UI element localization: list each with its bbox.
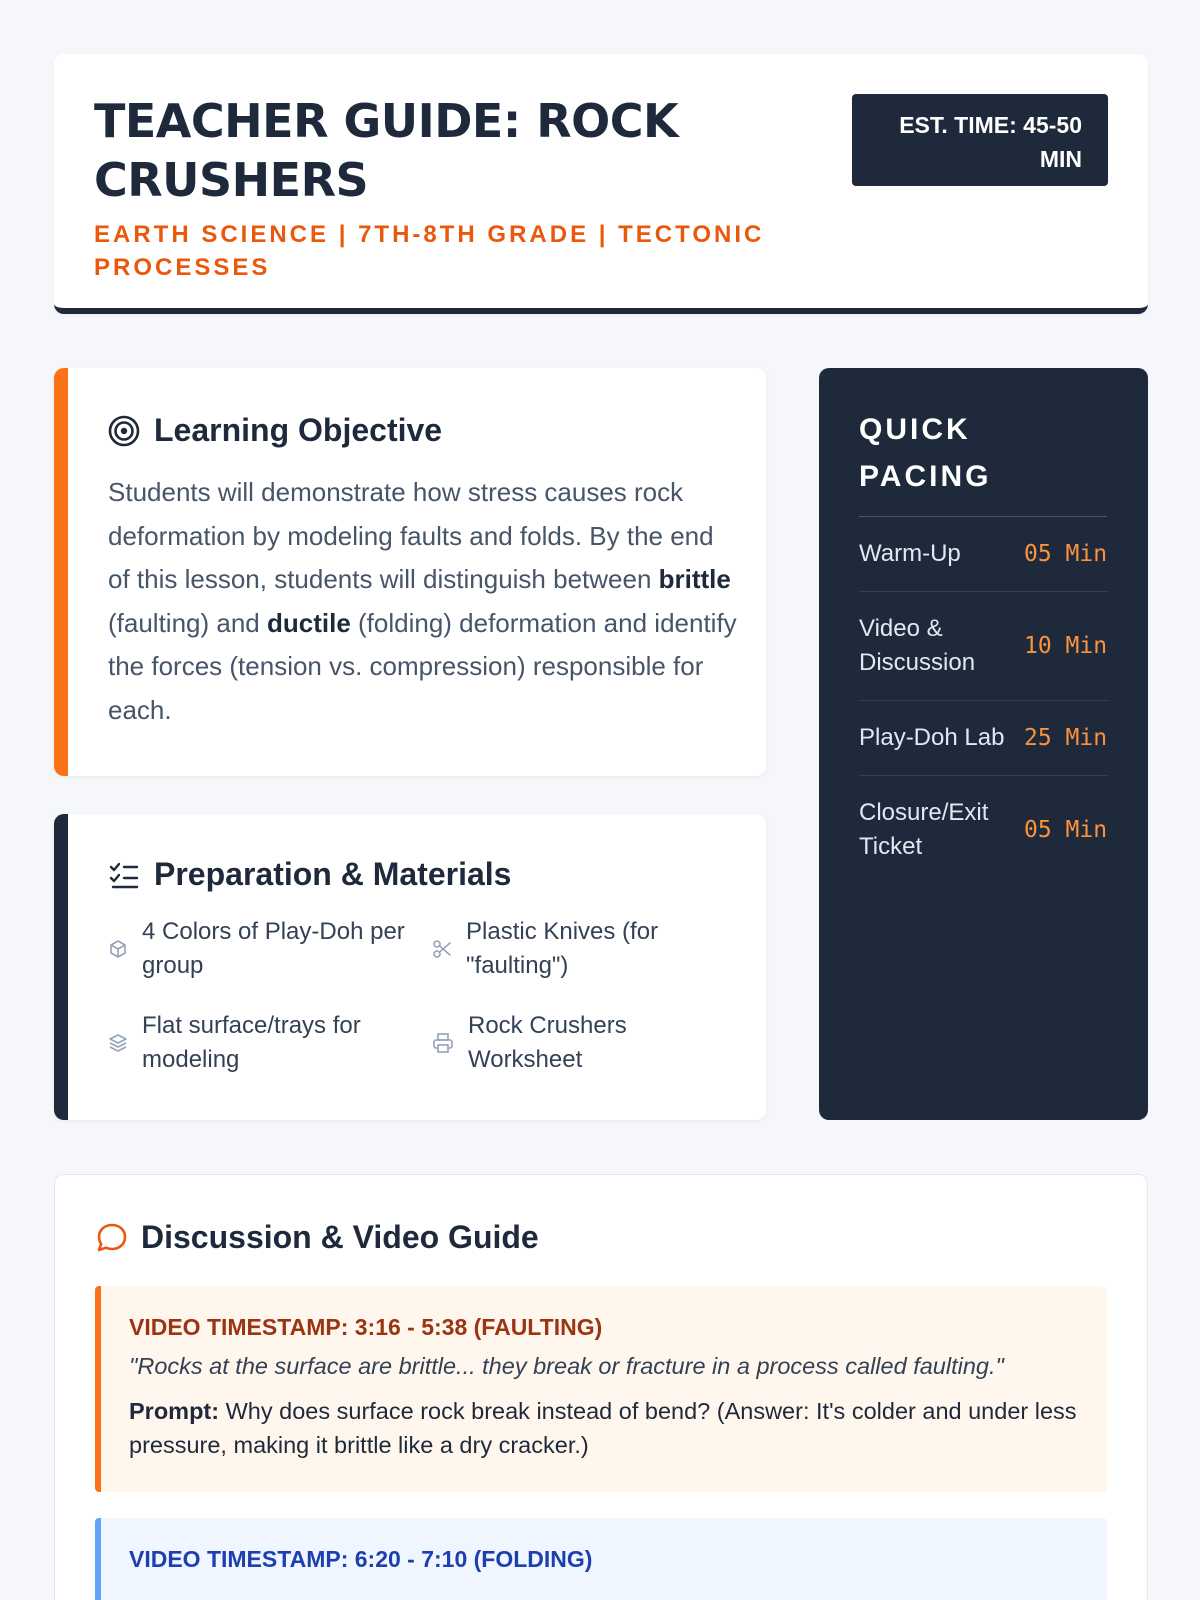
layers-icon [108,1033,128,1053]
material-label: Rock Crushers Worksheet [468,1012,627,1073]
video-timestamp: VIDEO TIMESTAMP: 6:20 - 7:10 (FOLDING) [129,1546,593,1572]
pacing-time: 10 Min [1024,633,1108,659]
objective-term-brittle: brittle [658,564,731,594]
page [54,54,1148,1120]
checklist-icon [108,859,140,891]
pacing-time: 25 Min [1024,725,1108,751]
target-icon [108,415,140,447]
objective-text-part: (folding) deformation and identify the forces (tension vs. compression) responsible for each. [108,607,737,725]
pacing-row [859,592,1108,701]
learning-objective-text [108,471,738,732]
objective-text-part: (faulting) and [108,607,267,638]
pacing-label: Play-Doh Lab [859,724,1005,751]
material-item [108,915,432,983]
material-item [108,1009,432,1077]
discussion-card [54,1174,1148,1600]
pacing-row [859,701,1108,776]
video-segment-faulting [95,1286,1107,1492]
material-label: Flat surface/trays for modeling [142,1012,361,1073]
pacing-label: Video & Discussion [859,615,976,676]
page-subtitle: EARTH SCIENCE | 7TH-8TH GRADE | TECTONIC PROCESSES [94,221,765,281]
pacing-label: Closure/Exit Ticket [859,799,989,860]
prompt-label: Prompt: [129,1398,220,1424]
material-item [432,915,732,983]
video-prompt [129,1394,1079,1462]
materials-list [108,915,738,1077]
learning-objective-card [54,368,766,776]
cube-icon [108,939,128,959]
printer-icon [432,1032,454,1054]
preparation-title: Preparation & Materials [154,856,512,892]
pacing-row [859,776,1108,884]
material-item [432,1009,732,1077]
video-quote: "Rocks at the surface are brittle... they break or fracture in a process called faulting." [129,1353,1004,1379]
preparation-heading [108,856,738,893]
page-title: TEACHER GUIDE: ROCK CRUSHERS [94,94,679,207]
pacing-label: Warm-Up [859,540,961,567]
objective-term-ductile: ductile [266,607,351,638]
header-card [54,54,1148,314]
accent-stripe [54,368,68,776]
pacing-time: 05 Min [1024,541,1108,567]
prompt-text: Why does surface rock break instead of bend? (Answer: It's colder and under less pressure, making it brittle like a dry cracker.) [129,1398,1077,1458]
scissors-icon [432,939,452,959]
discussion-title: Discussion & Video Guide [141,1219,539,1255]
objective-text-part: Students will demonstrate how stress causes rock deformation by modeling faults and folds. By the end of this lesson, students will distinguish between [108,477,714,594]
discussion-heading [95,1219,1107,1256]
video-segment-folding [95,1518,1107,1600]
learning-objective-heading [108,412,738,449]
quick-pacing-panel [819,368,1148,1120]
chat-bubble-icon [95,1221,129,1255]
content-row [54,368,1148,1120]
video-timestamp: VIDEO TIMESTAMP: 3:16 - 5:38 (FAULTING) [129,1314,603,1340]
estimated-time-badge: EST. TIME: 45-50 MIN [852,94,1108,186]
pacing-list [859,517,1108,884]
preparation-card [54,814,766,1120]
learning-objective-title: Learning Objective [154,412,443,448]
pacing-time: 05 Min [1024,817,1108,843]
material-label: 4 Colors of Play-Doh per group [142,918,405,979]
accent-stripe [54,814,68,1120]
material-label: Plastic Knives (for "faulting") [466,918,659,979]
quick-pacing-title: QUICK PACING [859,406,1107,517]
pacing-row [859,517,1108,592]
